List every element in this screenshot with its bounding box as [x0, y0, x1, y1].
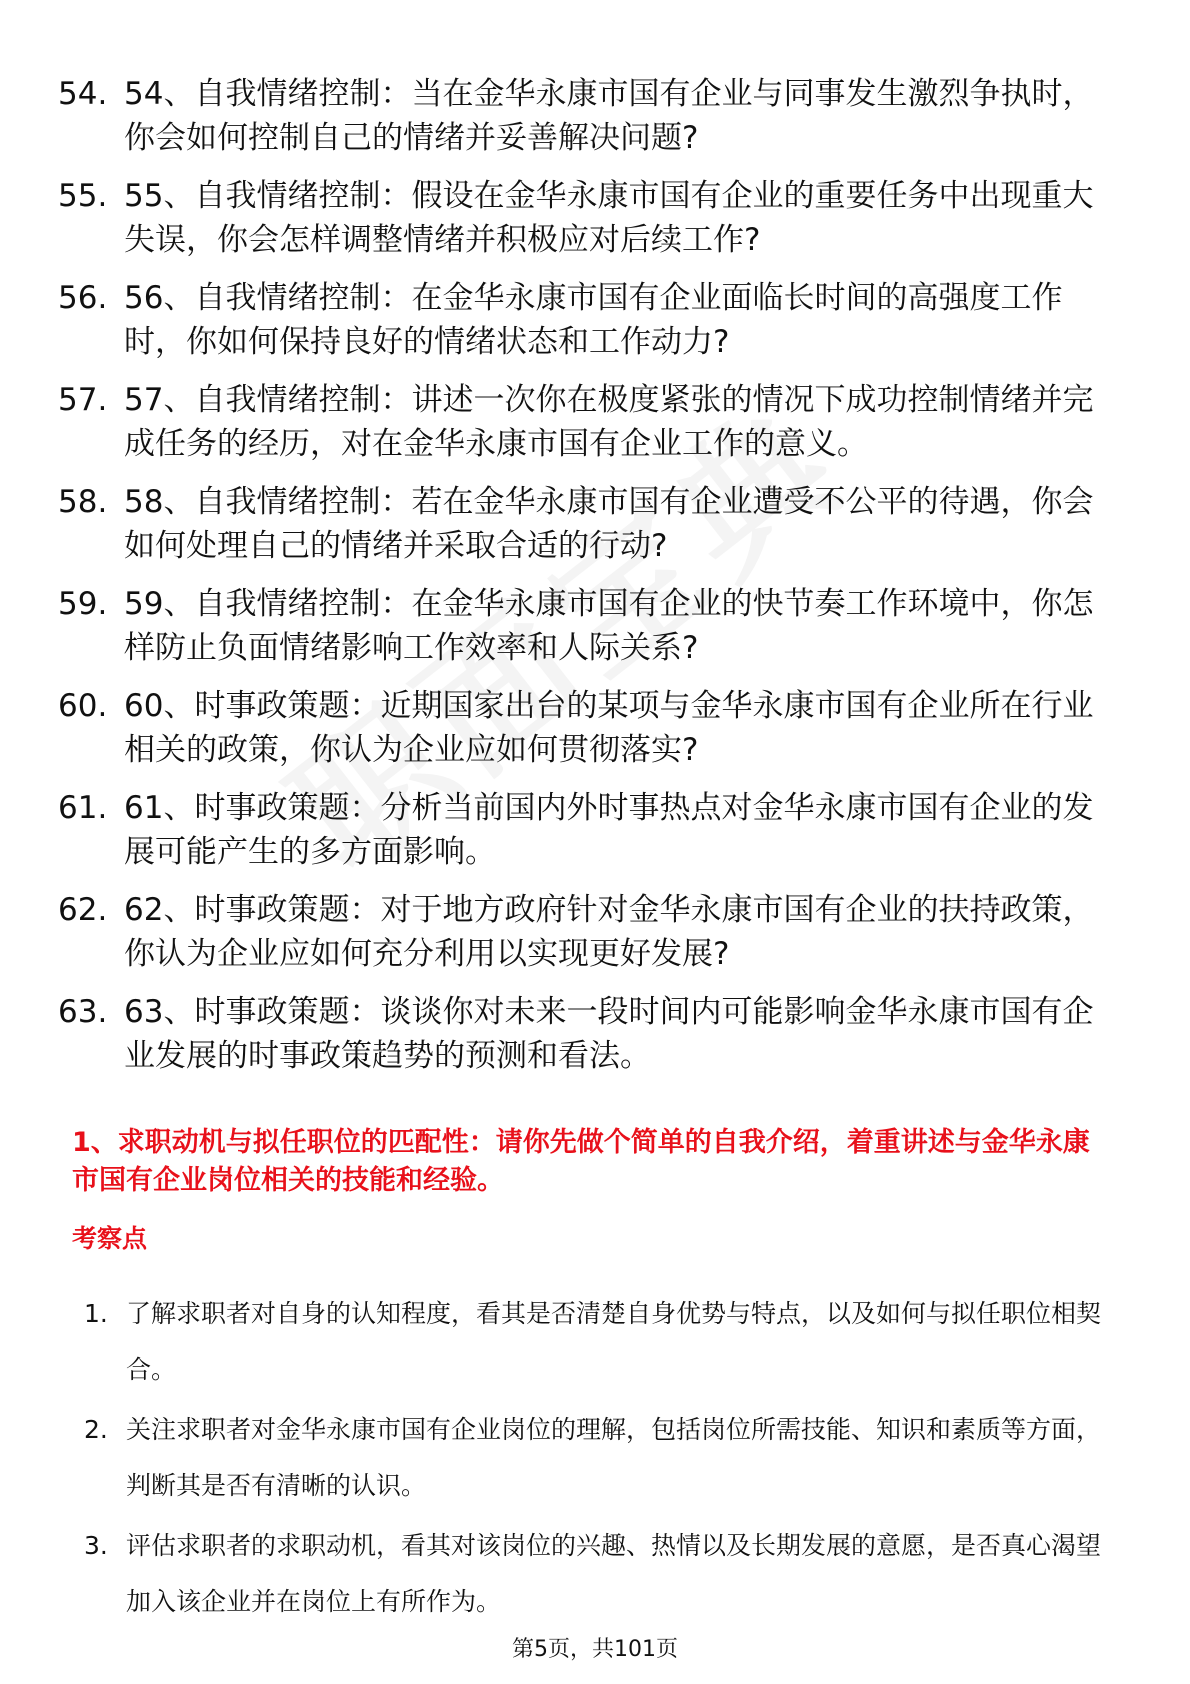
item-number: 3.	[84, 1531, 108, 1560]
list-item	[84, 1518, 1120, 1630]
item-number: 60.	[58, 688, 108, 724]
section-heading: 1、求职动机与拟任职位的匹配性：请你先做个简单的自我介绍，着重讲述与金华永康市国有企业岗位相关的技能和经验。	[72, 1127, 1090, 1196]
item-number: 62.	[58, 892, 108, 928]
list-item	[58, 786, 1118, 874]
list-item	[58, 480, 1118, 568]
item-number: 54.	[58, 76, 108, 112]
item-text: 57、自我情绪控制：讲述一次你在极度紧张的情况下成功控制情绪并完成任务的经历，对在金华永康市国有企业工作的意义。	[124, 382, 1094, 462]
list-item	[58, 990, 1118, 1078]
list-item	[58, 174, 1118, 262]
item-number: 61.	[58, 790, 108, 826]
list-item	[84, 1402, 1120, 1514]
item-text: 54、自我情绪控制：当在金华永康市国有企业与同事发生激烈争执时，你会如何控制自己的情绪并妥善解决问题?	[124, 76, 1094, 156]
item-text: 61、时事政策题：分析当前国内外时事热点对金华永康市国有企业的发展可能产生的多方面影响。	[124, 790, 1094, 870]
item-text: 了解求职者对自身的认知程度，看其是否清楚自身优势与特点，以及如何与拟任职位相契合。	[126, 1299, 1102, 1384]
item-number: 59.	[58, 586, 108, 622]
page-footer: 第5页，共101页	[512, 1637, 678, 1662]
item-number: 1.	[84, 1299, 108, 1328]
item-text: 59、自我情绪控制：在金华永康市国有企业的快节奏工作环境中，你怎样防止负面情绪影响工作效率和人际关系?	[124, 586, 1094, 666]
item-number: 58.	[58, 484, 108, 520]
list-item	[58, 276, 1118, 364]
item-number: 57.	[58, 382, 108, 418]
item-number: 2.	[84, 1415, 108, 1444]
item-text: 56、自我情绪控制：在金华永康市国有企业面临长时间的高强度工作时，你如何保持良好的情绪状态和工作动力?	[124, 280, 1063, 360]
list-item	[58, 378, 1118, 466]
points-list	[84, 1286, 1120, 1634]
item-text: 60、时事政策题：近期国家出台的某项与金华永康市国有企业所在行业相关的政策，你认为企业应如何贯彻落实?	[124, 688, 1094, 768]
item-text: 55、自我情绪控制：假设在金华永康市国有企业的重要任务中出现重大失误，你会怎样调整情绪并积极应对后续工作?	[124, 178, 1094, 258]
question-list	[58, 72, 1118, 1092]
item-text: 62、时事政策题：对于地方政府针对金华永康市国有企业的扶持政策，你认为企业应如何充分利用以实现更好发展?	[124, 892, 1094, 972]
item-text: 63、时事政策题：谈谈你对未来一段时间内可能影响金华永康市国有企业发展的时事政策趋势的预测和看法。	[124, 994, 1094, 1074]
subheading: 考察点	[72, 1224, 148, 1253]
item-number: 56.	[58, 280, 108, 316]
item-number: 55.	[58, 178, 108, 214]
item-text: 关注求职者对金华永康市国有企业岗位的理解，包括岗位所需技能、知识和素质等方面，判断其是否有清晰的认识。	[126, 1415, 1102, 1500]
item-number: 63.	[58, 994, 108, 1030]
list-item	[58, 684, 1118, 772]
list-item	[58, 582, 1118, 670]
item-text: 58、自我情绪控制：若在金华永康市国有企业遭受不公平的待遇，你会如何处理自己的情绪并采取合适的行动?	[124, 484, 1094, 564]
list-item	[84, 1286, 1120, 1398]
item-text: 评估求职者的求职动机，看其对该岗位的兴趣、热情以及长期发展的意愿，是否真心渴望加入该企业并在岗位上有所作为。	[126, 1531, 1102, 1616]
list-item	[58, 888, 1118, 976]
list-item	[58, 72, 1118, 160]
